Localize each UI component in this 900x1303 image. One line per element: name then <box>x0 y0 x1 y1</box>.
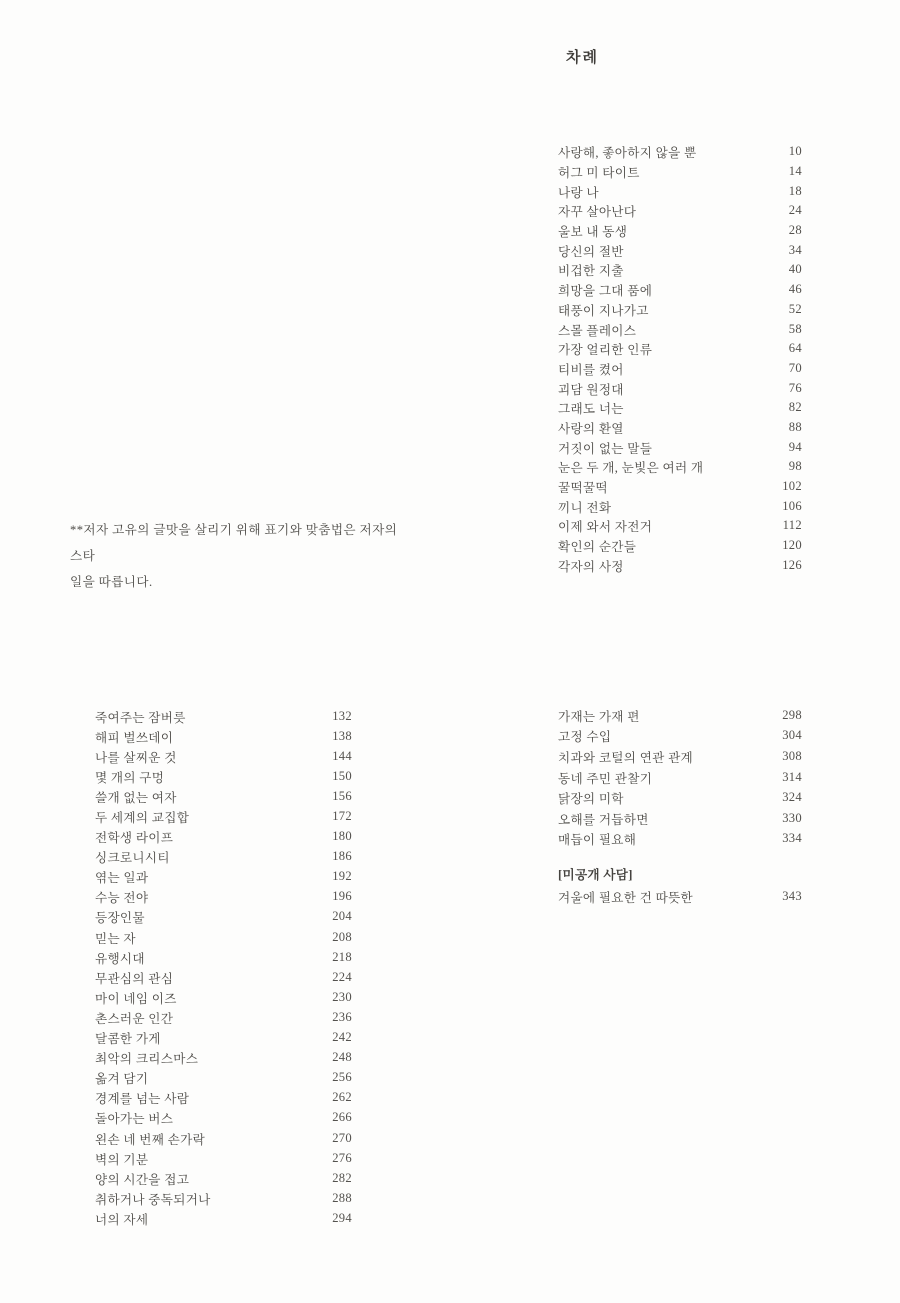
toc-entry <box>558 398 802 418</box>
entry-page-number: 218 <box>332 949 352 964</box>
toc-entry <box>558 555 802 575</box>
entry-title: 오해를 거듭하면 <box>558 812 649 827</box>
toc-entry <box>558 142 802 162</box>
entry-title: 옮겨 담기 <box>95 1072 149 1087</box>
toc-entry <box>558 536 802 556</box>
toc-entry <box>558 418 802 438</box>
entry-title: 자꾸 살아난다 <box>558 205 637 220</box>
entry-page-number: 106 <box>782 498 802 513</box>
entry-page-number: 224 <box>332 969 352 984</box>
toc-entry <box>558 181 802 201</box>
entry-page-number: 102 <box>782 479 802 494</box>
entry-title: 치과와 코털의 연관 관계 <box>558 750 694 765</box>
entry-page-number: 112 <box>782 518 802 533</box>
entry-title: 달콤한 가게 <box>95 1032 161 1047</box>
entry-title: 돌아가는 버스 <box>95 1112 174 1127</box>
entry-title: 꿀떡꿀떡 <box>558 481 608 496</box>
entry-title: 괴담 원정대 <box>558 382 624 397</box>
entry-title: 나를 살찌운 것 <box>95 750 177 765</box>
toc-entry <box>558 162 802 182</box>
toc-entry <box>558 221 802 241</box>
entry-page-number: 120 <box>782 538 802 553</box>
entry-page-number: 288 <box>332 1190 352 1205</box>
toc-entry <box>558 260 802 280</box>
entry-page-number: 156 <box>332 788 352 803</box>
entry-page-number: 204 <box>332 909 352 924</box>
toc-entry <box>558 829 802 850</box>
toc-entry <box>558 886 802 907</box>
entry-page-number: 150 <box>332 768 352 783</box>
toc-entry <box>558 339 802 359</box>
entry-title: 촌스러운 인간 <box>95 1011 174 1026</box>
toc-list-bottom-right <box>558 705 802 849</box>
entry-page-number: 276 <box>332 1150 352 1165</box>
entry-title: 각자의 사정 <box>558 559 624 574</box>
entry-title: 사랑의 환열 <box>558 421 624 436</box>
toc-entry <box>558 705 802 726</box>
entry-title: 눈은 두 개, 눈빛은 여러 개 <box>558 461 704 476</box>
toc-entry <box>95 1007 352 1027</box>
entry-page-number: 172 <box>332 809 352 824</box>
entry-title: 당신의 절반 <box>558 244 624 259</box>
entry-title: 엮는 일과 <box>95 871 149 886</box>
entry-title: 겨울에 필요한 건 따뜻한 <box>558 891 694 905</box>
toc-list-top-right <box>558 142 802 575</box>
entry-title: 무관심의 관심 <box>95 971 174 986</box>
toc-entry <box>95 1108 352 1128</box>
entry-title: 허그 미 타이트 <box>558 166 640 181</box>
entry-title: 최악의 크리스마스 <box>95 1052 199 1067</box>
entry-title: 끼니 전화 <box>558 500 612 515</box>
entry-page-number: 334 <box>782 831 802 846</box>
entry-page-number: 94 <box>788 439 802 454</box>
entry-page-number: 186 <box>332 849 352 864</box>
entry-page-number: 98 <box>788 459 802 474</box>
entry-title: 그래도 너는 <box>558 402 624 417</box>
entry-title: 전학생 라이프 <box>95 831 174 846</box>
entry-title: 마이 네임 이즈 <box>95 991 177 1006</box>
toc-entry <box>95 726 352 746</box>
entry-title: 경계를 넘는 사람 <box>95 1092 190 1107</box>
entry-page-number: 343 <box>782 889 802 903</box>
entry-title: 유행시대 <box>95 951 145 966</box>
entry-page-number: 88 <box>788 419 802 434</box>
entry-title: 닭장의 미학 <box>558 792 624 807</box>
entry-page-number: 242 <box>332 1030 352 1045</box>
toc-entry <box>558 477 802 497</box>
toc-entry <box>95 1088 352 1108</box>
toc-entry <box>95 1208 352 1228</box>
entry-title: 등장인물 <box>95 911 145 926</box>
toc-entry <box>95 1028 352 1048</box>
entry-page-number: 28 <box>788 223 802 238</box>
entry-title: 쓸개 없는 여자 <box>95 790 177 805</box>
toc-entry <box>558 319 802 339</box>
entry-page-number: 304 <box>782 728 802 743</box>
entry-page-number: 236 <box>332 1009 352 1024</box>
entry-page-number: 40 <box>788 262 802 277</box>
entry-page-number: 138 <box>332 728 352 743</box>
entry-title: 너의 자세 <box>95 1212 149 1227</box>
toc-entry <box>95 806 352 826</box>
toc-entry <box>558 378 802 398</box>
entry-title: 해피 벌쓰데이 <box>95 730 174 745</box>
toc-entry <box>558 787 802 808</box>
entry-title: 이제 와서 자전거 <box>558 520 653 535</box>
toc-entry <box>95 706 352 726</box>
entry-title: 왼손 네 번째 손가락 <box>95 1132 206 1147</box>
entry-title: 믿는 자 <box>95 931 136 946</box>
entry-page-number: 34 <box>788 242 802 257</box>
toc-entry <box>558 280 802 300</box>
toc-entry <box>95 1188 352 1208</box>
entry-page-number: 230 <box>332 989 352 1004</box>
entry-page-number: 324 <box>782 790 802 805</box>
toc-entry <box>95 847 352 867</box>
page-title: 차례 <box>566 50 599 66</box>
toc-entry <box>95 987 352 1007</box>
entry-page-number: 298 <box>782 707 802 722</box>
entry-page-number: 82 <box>788 400 802 415</box>
entry-page-number: 52 <box>788 301 802 316</box>
entry-title: 싱크로니시티 <box>95 851 170 866</box>
toc-entry <box>558 808 802 829</box>
author-note-line2: 일을 따릅니다. <box>70 575 153 589</box>
entry-page-number: 308 <box>782 748 802 763</box>
toc-entry <box>95 947 352 967</box>
entry-title: 동네 주민 관찰기 <box>558 771 653 786</box>
entry-title: 거짓이 없는 말들 <box>558 441 653 456</box>
entry-title: 가재는 가재 편 <box>558 709 640 724</box>
entry-page-number: 14 <box>788 164 802 179</box>
entry-page-number: 330 <box>782 810 802 825</box>
entry-page-number: 314 <box>782 769 802 784</box>
unreleased-section-header: [미공개 사담] <box>558 868 633 882</box>
toc-entry <box>95 1048 352 1068</box>
entry-page-number: 248 <box>332 1050 352 1065</box>
entry-title: 몇 개의 구멍 <box>95 770 165 785</box>
toc-entry <box>558 240 802 260</box>
toc-entry <box>95 1128 352 1148</box>
toc-entry <box>558 726 802 747</box>
entry-page-number: 24 <box>788 203 802 218</box>
toc-entry <box>95 827 352 847</box>
entry-page-number: 196 <box>332 889 352 904</box>
toc-entry <box>558 437 802 457</box>
entry-title: 양의 시간을 접고 <box>95 1172 190 1187</box>
toc-entry <box>558 457 802 477</box>
entry-page-number: 76 <box>788 380 802 395</box>
entry-title: 희망을 그대 품에 <box>558 284 653 299</box>
entry-page-number: 282 <box>332 1170 352 1185</box>
entry-page-number: 10 <box>788 144 802 159</box>
toc-list-unreleased <box>558 886 802 907</box>
toc-list-bottom-left <box>95 706 352 1228</box>
toc-entry <box>95 1068 352 1088</box>
author-note-line1: **저자 고유의 글맛을 살리기 위해 표기와 맞춤법은 저자의 스타 <box>70 523 398 563</box>
entry-title: 수능 전야 <box>95 891 149 906</box>
toc-entry <box>95 867 352 887</box>
toc-entry <box>95 1148 352 1168</box>
entry-title: 매듭이 필요해 <box>558 833 637 848</box>
entry-page-number: 18 <box>788 183 802 198</box>
entry-page-number: 144 <box>332 748 352 763</box>
toc-entry <box>95 907 352 927</box>
entry-title: 가장 얼리한 인류 <box>558 343 653 358</box>
entry-title: 나랑 나 <box>558 185 599 200</box>
entry-page-number: 270 <box>332 1130 352 1145</box>
toc-entry <box>558 516 802 536</box>
author-note <box>70 517 406 595</box>
entry-title: 비겁한 지출 <box>558 264 624 279</box>
toc-entry <box>95 927 352 947</box>
toc-entry <box>95 766 352 786</box>
entry-title: 벽의 기분 <box>95 1152 149 1167</box>
entry-title: 두 세계의 교집합 <box>95 811 190 826</box>
entry-page-number: 256 <box>332 1070 352 1085</box>
entry-page-number: 132 <box>332 708 352 723</box>
entry-title: 죽여주는 잠버릇 <box>95 710 186 725</box>
entry-title: 태풍이 지나가고 <box>558 303 649 318</box>
entry-title: 울보 내 동생 <box>558 225 628 240</box>
entry-title: 확인의 순간들 <box>558 540 637 555</box>
entry-page-number: 192 <box>332 869 352 884</box>
toc-entry <box>558 300 802 320</box>
toc-entry <box>95 786 352 806</box>
entry-title: 티비를 켰어 <box>558 362 624 377</box>
entry-page-number: 294 <box>332 1210 352 1225</box>
toc-entry <box>95 967 352 987</box>
entry-title: 취하거나 중독되거나 <box>95 1192 211 1207</box>
toc-entry <box>95 1168 352 1188</box>
entry-page-number: 262 <box>332 1090 352 1105</box>
toc-entry <box>558 359 802 379</box>
toc-entry <box>558 496 802 516</box>
entry-title: 고정 수입 <box>558 730 612 745</box>
entry-page-number: 70 <box>788 360 802 375</box>
entry-page-number: 126 <box>782 557 802 572</box>
entry-page-number: 64 <box>788 341 802 356</box>
entry-page-number: 58 <box>788 321 802 336</box>
entry-title: 사랑해, 좋아하지 않을 뿐 <box>558 146 697 161</box>
entry-page-number: 180 <box>332 829 352 844</box>
toc-entry <box>558 767 802 788</box>
toc-entry <box>558 201 802 221</box>
toc-entry <box>95 887 352 907</box>
entry-page-number: 266 <box>332 1110 352 1125</box>
toc-entry <box>95 746 352 766</box>
toc-entry <box>558 746 802 767</box>
entry-page-number: 46 <box>788 282 802 297</box>
entry-title: 스몰 플레이스 <box>558 323 637 338</box>
entry-page-number: 208 <box>332 929 352 944</box>
